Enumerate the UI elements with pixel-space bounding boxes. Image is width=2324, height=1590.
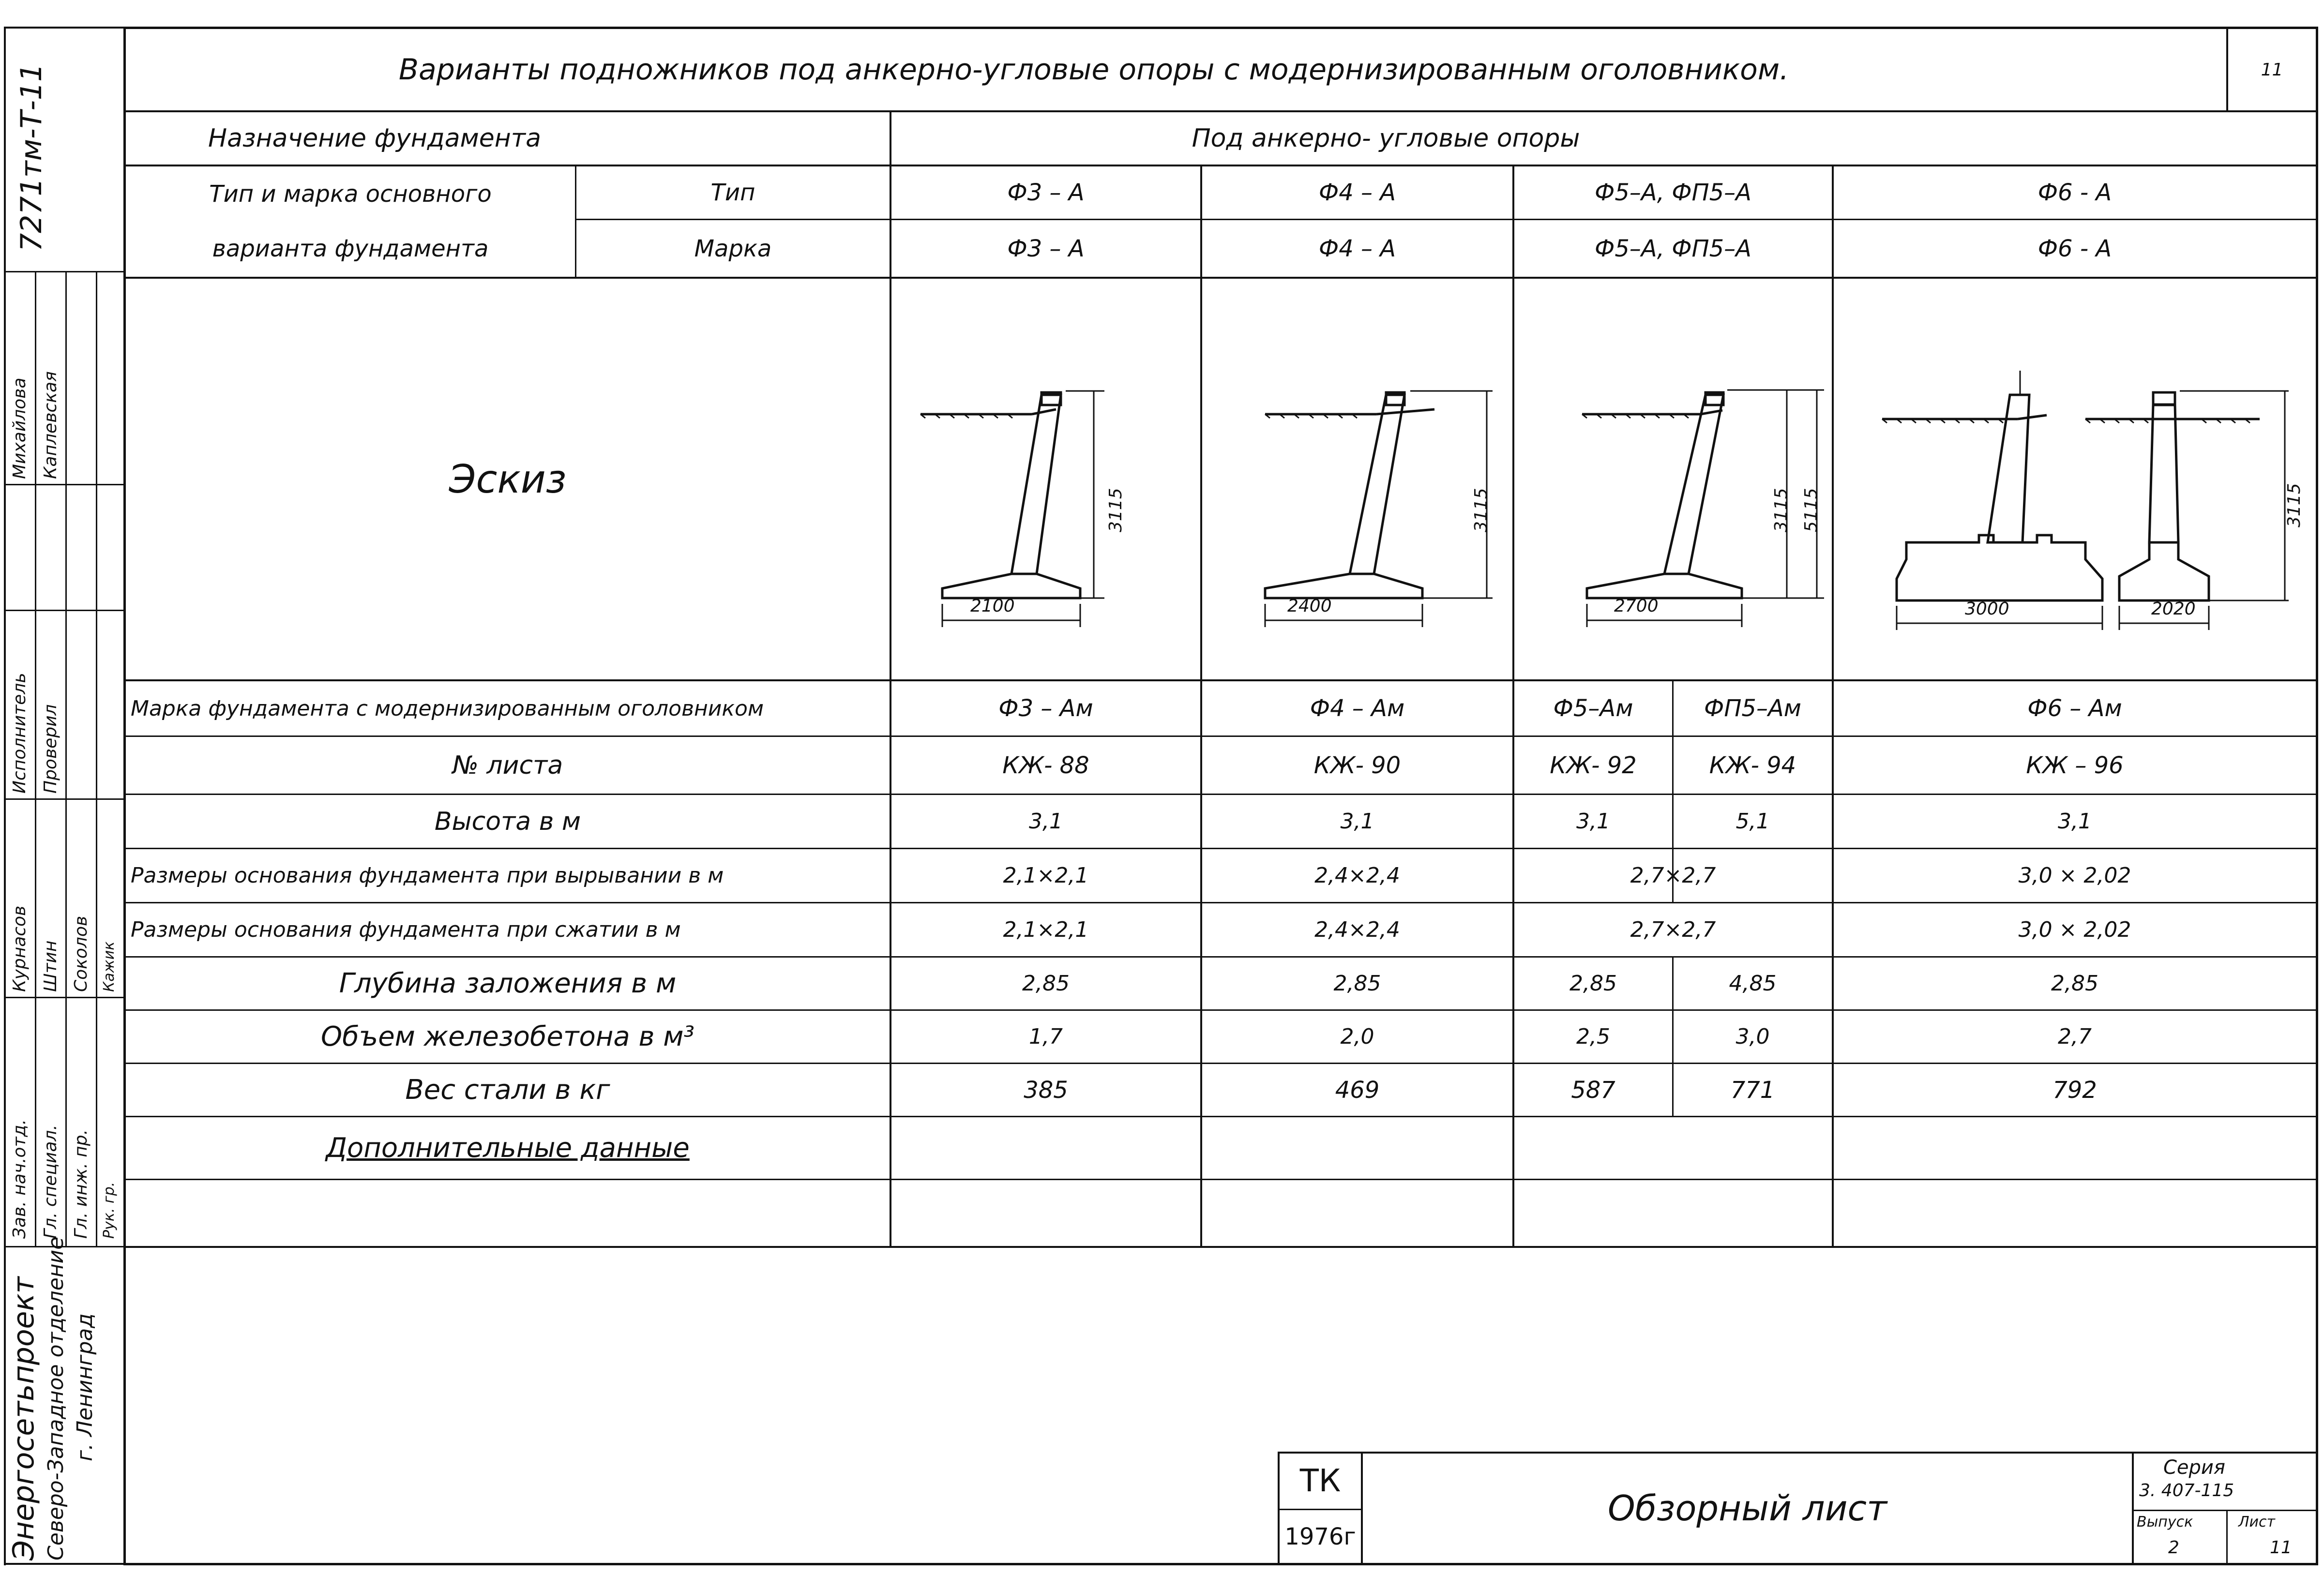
mark-label: Марка [694,235,772,262]
side-line [4,798,125,800]
row-line [123,1179,2318,1180]
side-name-shtin: Штин [41,940,60,992]
purpose-value: Под анкерно- угловые опоры [1192,124,1580,153]
sketch-fp5-height: 5115 [1801,488,1821,532]
row-line [123,1246,2318,1248]
modern-mark-fp5: ФП5–Ам [1704,695,1801,722]
depth-fp5: 4,85 [1729,971,1777,996]
side-line [4,484,125,485]
height-fp5: 5,1 [1735,809,1770,834]
sketch-f4-width: 2400 [1287,596,1332,616]
base-comp-f6: 3,0 × 2,02 [2018,917,2131,942]
base-pull-label: Размеры основания фундамента при вырывании в м [131,863,724,888]
side-name-sokolov: Соколов [71,915,91,992]
tb-page-label: Лист [2238,1514,2276,1530]
volume-fp5: 3,0 [1735,1024,1770,1049]
base-pull-f5: 2,7×2,7 [1630,863,1716,888]
base-comp-f4: 2,4×2,4 [1314,917,1400,942]
steel-f3: 385 [1024,1076,1068,1104]
side-role-checked: Проверил [41,704,60,794]
tb-issue-value: 2 [2168,1538,2179,1558]
side-line [96,271,97,1247]
side-org-branch: Северо-Западное отделение [44,1236,68,1560]
volume-f6: 2,7 [2058,1024,2092,1049]
type-f3: Ф3 – А [1007,179,1085,206]
corner-number: 11 [2261,60,2283,80]
modern-mark-f4: Ф4 – Ам [1310,695,1405,722]
side-role-head: Зав. нач.отд. [10,1119,30,1239]
steel-f5: 587 [1571,1076,1615,1104]
base-pull-f3: 2,1×2,1 [1003,863,1089,888]
volume-f5: 2,5 [1576,1024,1610,1049]
tb-line [2132,1452,2134,1565]
sketch-f3-height: 3115 [1106,488,1126,532]
sheet-no-f6: КЖ – 96 [2026,751,2124,779]
sketch-label: Эскиз [449,456,567,502]
sketch-f6-height: 3115 [2284,483,2304,527]
depth-f5: 2,85 [1569,971,1617,996]
sketch-f5 [1514,279,1832,679]
side-org: Энергосетьпроект [7,1276,41,1560]
sheet-no-f5: КЖ- 92 [1550,751,1637,779]
type-f5: Ф5–А, ФП5–А [1595,179,1751,206]
tb-sheet-name: Обзорный лист [1607,1488,1887,1529]
modern-mark-f6: Ф6 – Ам [2027,695,2122,722]
depth-f4: 2,85 [1333,971,1381,996]
height-f5: 3,1 [1576,809,1610,834]
sheet-title: Варианты подножников под анкерно-угловые опоры с модернизированным оголовником. [398,53,1789,87]
side-doc-number: 7271тм-Т-11 [15,63,48,252]
volume-label: Объем железобетона в м³ [321,1021,694,1052]
extra-label: Дополнительные данные [326,1132,690,1164]
sketch-f6-width-a: 3000 [1965,599,2009,619]
type-f4: Ф4 – А [1318,179,1396,206]
purpose-label: Назначение фундамента [208,124,541,153]
side-line [4,610,125,611]
mark-f5: Ф5–А, ФП5–А [1595,235,1751,262]
sketch-f4-height: 3115 [1471,488,1491,532]
tb-line [2226,1510,2228,1565]
sketch-f6 [1834,279,2316,679]
sheet-no-fp5: КЖ- 94 [1709,751,1796,779]
side-role-chief-eng: Гл. инж. пр. [71,1129,91,1239]
steel-label: Вес стали в кг [405,1074,610,1106]
type-mark-label-1: Тип и марка основного [209,180,492,208]
steel-f4: 469 [1335,1076,1380,1104]
height-f4: 3,1 [1340,809,1374,834]
height-label: Высота в м [434,807,581,836]
sketch-f3 [891,279,1200,679]
volume-f4: 2,0 [1340,1024,1374,1049]
height-f6: 3,1 [2058,809,2092,834]
side-line [35,271,36,1247]
sketch-f3-width: 2100 [970,596,1015,616]
tb-series-value: 3. 407-115 [2139,1481,2234,1500]
frame-bottom [123,1563,2318,1565]
depth-f3: 2,85 [1022,971,1070,996]
height-f3: 3,1 [1029,809,1063,834]
base-comp-f5: 2,7×2,7 [1630,917,1716,942]
tb-series-label: Серия [2163,1456,2225,1479]
depth-label: Глубина заложения в м [339,968,677,999]
volume-f3: 1,7 [1029,1024,1063,1049]
side-role-group-lead: Рук. гр. [101,1182,118,1239]
side-name-mikhailova: Михайлова [10,377,30,479]
modern-mark-f3: Ф3 – Ам [998,695,1093,722]
tb-issue-label: Выпуск [2137,1514,2193,1530]
steel-f6: 792 [2052,1076,2097,1104]
sheet-no-f3: КЖ- 88 [1002,751,1089,779]
mark-f4: Ф4 – А [1318,235,1396,262]
side-line [65,271,67,1247]
tb-code: ТК [1299,1463,1341,1499]
type-label: Тип [710,179,755,206]
side-role-specialist: Гл. специал. [41,1125,60,1239]
modern-mark-label: Марка фундамента с модернизированным оголовником [131,696,764,721]
modern-mark-f5: Ф5–Ам [1553,695,1633,722]
mark-f3: Ф3 – А [1007,235,1085,262]
base-comp-label: Размеры основания фундамента при сжатии в м [131,917,681,942]
mark-f6: Ф6 - А [2037,235,2112,262]
sketch-f6-width-b: 2020 [2151,599,2196,619]
frame-right [2316,27,2318,1565]
tb-line [2132,1510,2318,1511]
tb-year: 1976г [1284,1523,1356,1550]
sketch-f5-width: 2700 [1614,596,1659,616]
side-line [4,27,6,1565]
side-name-kurnasov: Курнасов [10,905,30,992]
sheet-no-f4: КЖ- 90 [1313,751,1401,779]
side-line [4,27,125,29]
type-mark-label-2: варианта фундамента [212,235,489,262]
side-org-city: г. Ленинград [73,1313,97,1461]
base-comp-f3: 2,1×2,1 [1003,917,1089,942]
sketch-f4 [1202,279,1512,679]
side-line [4,997,125,998]
type-f6: Ф6 - А [2037,179,2112,206]
side-role-executor: Исполнитель [10,673,30,794]
steel-fp5: 771 [1730,1076,1775,1104]
side-line [4,271,125,272]
side-name-kazhik: Кажик [101,941,118,992]
base-pull-f4: 2,4×2,4 [1314,863,1400,888]
base-pull-f6: 3,0 × 2,02 [2018,863,2131,888]
sheet-no-label: № листа [452,750,563,780]
depth-f6: 2,85 [2051,971,2098,996]
side-line [4,1563,125,1565]
side-name-kaplevskaya: Каплевская [41,371,60,479]
sketch-f5-height: 3115 [1771,488,1791,532]
tb-page-value: 11 [2270,1538,2292,1558]
